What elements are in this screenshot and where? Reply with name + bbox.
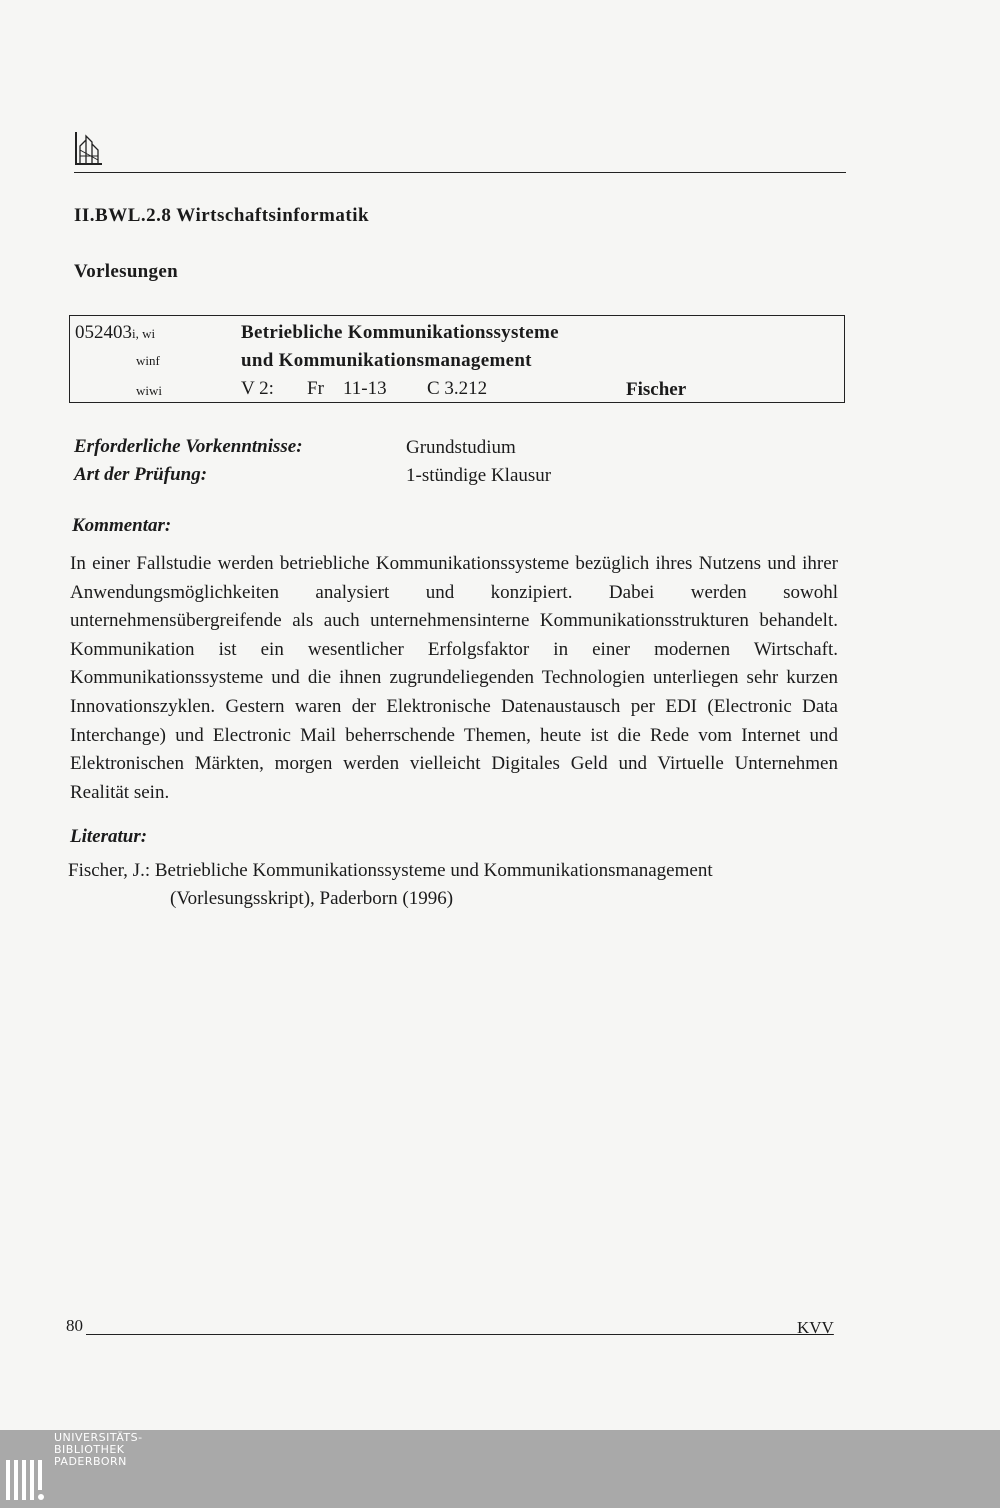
page-number: 80 [66, 1316, 83, 1335]
course-day: Fr [307, 378, 324, 399]
course-room: C 3.212 [427, 378, 488, 399]
library-footer-band [0, 1430, 1000, 1508]
literature-entry [68, 857, 713, 913]
course-code [75, 322, 155, 344]
comment-text: In einer Fallstudie werden betriebliche Kommunikationssysteme bezüglich ihres Nutzens und ihrer Anwendungsmöglichkeiten analysiert und konzipiert. Dabei werden sowohl unternehmensübergreifende als auch unternehmensinterne Kommunikationsstrukturen behandelt. Kommunikation ist ein wesentlicher Erfolgsfaktor in einer modernen Wirtschaft. Kommunikationssysteme und die ihnen zugrundeliegenden Technologien unterliegen sehr kurzen Innovationszyklen. Gestern waren der Elektronische Datenaustausch per EDI (Electronic Data Interchange) und Electronic Mail beherrschende Themen, heute ist die Rede vom Internet und Elektronischen Märkten, morgen werden vielleicht Digitales Geld und Virtuelle Unternehmen Realität sein. [70, 553, 838, 803]
course-audience-wiwi: wiwi [136, 383, 162, 398]
course-entry-box [69, 315, 845, 403]
course-title-line2: und Kommunikationsmanagement [241, 350, 532, 371]
footer-rule [86, 1334, 798, 1335]
exam-value: 1-stündige Klausur [406, 465, 552, 486]
library-name-line3: PADERBORN [54, 1455, 127, 1468]
course-code-suffix: i, wi [132, 326, 156, 341]
exam-label: Art der Prüfung: [74, 464, 208, 485]
requirements-label: Erforderliche Vorkenntnisse: [74, 436, 303, 457]
course-schedule [241, 378, 487, 400]
course-time: 11-13 [343, 378, 387, 399]
header-rule [74, 172, 846, 173]
literature-label: Literatur: [70, 826, 148, 847]
course-title-line1: Betriebliche Kommunikationssysteme [241, 322, 559, 343]
section-title: II.BWL.2.8 Wirtschaftsinformatik [74, 205, 370, 226]
series-label: KVV [797, 1318, 834, 1337]
requirements-value: Grundstudium [406, 437, 516, 458]
course-lecturer: Fischer [626, 379, 687, 400]
literature-line2: (Vorlesungsskript), Paderborn (1996) [170, 888, 454, 909]
library-name [54, 1432, 143, 1468]
university-logo-icon [74, 130, 104, 168]
section-subtitle: Vorlesungen [74, 261, 178, 282]
course-type: V 2: [241, 378, 274, 399]
course-code-number: 052403 [75, 322, 132, 343]
library-name-line1: UNIVERSITÄTS- [54, 1431, 143, 1444]
literature-line1: Fischer, J.: Betriebliche Kommunikationssysteme und Kommunikationsmanagement [68, 860, 713, 881]
library-name-line2: BIBLIOTHEK [54, 1443, 125, 1456]
course-audience-winf: winf [136, 353, 160, 368]
comment-label: Kommentar: [72, 515, 172, 536]
